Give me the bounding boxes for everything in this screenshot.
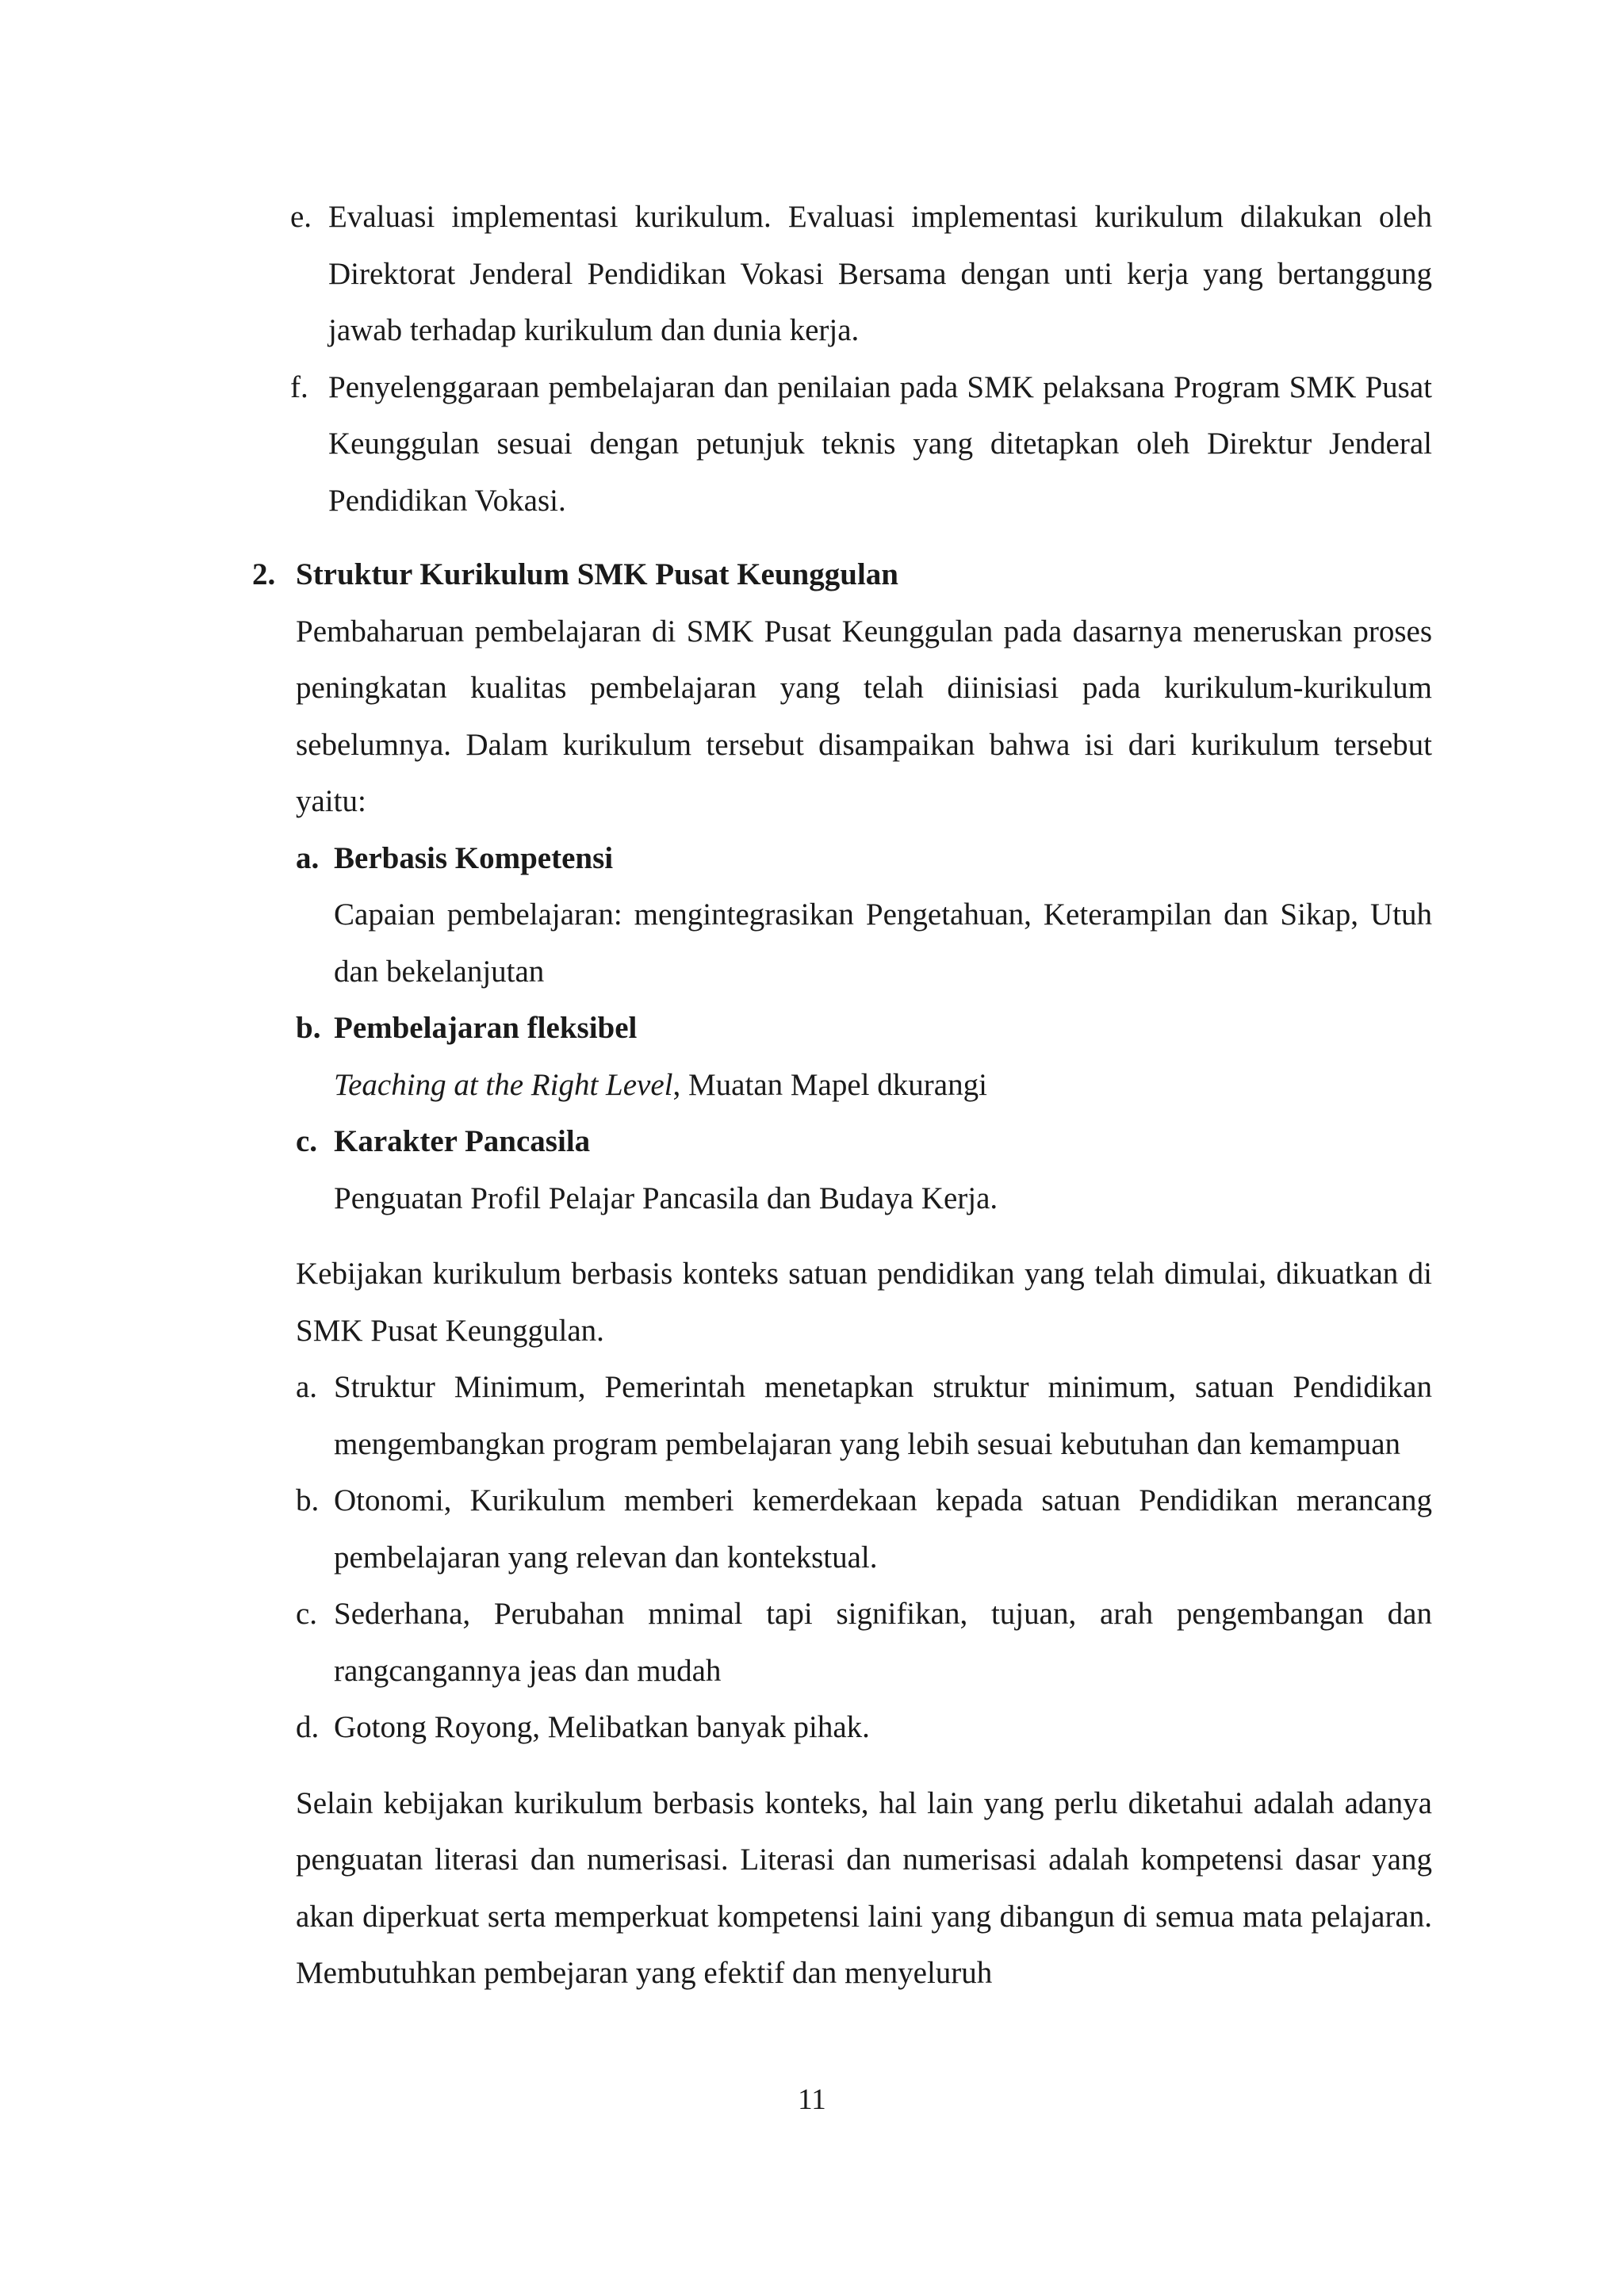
list-item-text: Evaluasi implementasi kurikulum. Evaluasi implementasi kurikulum dilakukan oleh Direktorat Jenderal Pendidikan Vokasi Bersama dengan unti kerja yang bertanggung jawab terhadap kurikulum dan dunia kerja. (328, 200, 1432, 347)
list-item-text: Otonomi, Kurikulum memberi kemerdekaan kepada satuan Pendidikan merancang pembelajaran yang relevan dan kontekstual. (334, 1483, 1432, 1575)
subsection-body-rest: , Muatan Mapel dkurangi (672, 1067, 987, 1102)
list-item-text: Penyelenggaraan pembelajaran dan penilaian pada SMK pelaksana Program SMK Pusat Keunggulan sesuai dengan petunjuk teknis yang ditetapkan oleh Direktur Jenderal Pendidikan Vokasi. (328, 369, 1432, 518)
policy-item-c (296, 1586, 1432, 1699)
list-marker: d. (296, 1710, 320, 1744)
subsection-body-b (296, 1057, 1432, 1114)
list-marker: f. (290, 369, 308, 404)
policy-item-d (296, 1699, 1432, 1756)
subsection-marker: c. (296, 1124, 318, 1158)
subsection-heading-b (296, 1000, 1432, 1057)
policy-intro-paragraph: Kebijakan kurikulum berbasis konteks satuan pendidikan yang telah dimulai, dikuatkan di SMK Pusat Keunggulan. (296, 1257, 1432, 1348)
policy-list (296, 1359, 1432, 1756)
section-number: 2. (252, 557, 276, 591)
policy-item-b (296, 1472, 1432, 1586)
policy-item-a (296, 1359, 1432, 1472)
subsection-body-a: Capaian pembelajaran: mengintegrasikan Pengetahuan, Keterampilan dan Sikap, Utuh dan bekelanjutan (334, 897, 1432, 989)
page-content (252, 189, 1432, 2002)
section-heading (252, 546, 1432, 603)
list-marker: c. (296, 1597, 318, 1631)
subsection-marker: a. (296, 840, 320, 875)
list-item-f (290, 359, 1432, 530)
closing-paragraph: Selain kebijakan kurikulum berbasis konteks, hal lain yang perlu diketahui adalah adanya penguatan literasi dan numerisasi. Literasi dan numerisasi adalah kompetensi dasar yang akan diperkuat serta memperkuat kompetensi laini yang dibangun di semua mata pelajaran. Membutuhkan pembejaran yang efektif dan menyeluruh (296, 1785, 1432, 1990)
page-number: 11 (798, 2084, 826, 2116)
section-title: Struktur Kurikulum SMK Pusat Keunggulan (296, 557, 898, 591)
list-item-e (290, 189, 1432, 359)
subsection-marker: b. (296, 1011, 321, 1045)
list-marker: b. (296, 1483, 320, 1517)
list-marker: a. (296, 1370, 318, 1404)
list-item-text: Sederhana, Perubahan mnimal tapi signifikan, tujuan, arah pengembangan dan rangcangannya jeas dan mudah (334, 1597, 1432, 1688)
list-marker: e. (290, 200, 312, 234)
subsection-title: Karakter Pancasila (334, 1124, 591, 1158)
list-item-text: Struktur Minimum, Pemerintah menetapkan struktur minimum, satuan Pendidikan mengembangkan program pembelajaran yang lebih sesuai kebutuhan dan kemampuan (334, 1370, 1432, 1461)
subsection-body-c: Penguatan Profil Pelajar Pancasila dan Budaya Kerja. (334, 1181, 998, 1215)
subsection-body-italic: Teaching at the Right Level (334, 1067, 673, 1102)
section-body (296, 603, 1432, 2002)
subsection-heading-c (296, 1113, 1432, 1170)
list-item-text: Gotong Royong, Melibatkan banyak pihak. (334, 1710, 870, 1744)
subsection-title: Berbasis Kompetensi (334, 840, 614, 875)
subsection-title: Pembelajaran fleksibel (334, 1011, 638, 1045)
section-intro-paragraph: Pembaharuan pembelajaran di SMK Pusat Keunggulan pada dasarnya meneruskan proses peningkatan kualitas pembelajaran yang telah diinisiasi pada kurikulum-kurikulum sebelumnya. Dalam kurikulum tersebut disampaikan bahwa isi dari kurikulum tersebut yaitu: (296, 614, 1432, 818)
subsection-heading-a (296, 830, 1432, 887)
intro-list (290, 189, 1432, 529)
